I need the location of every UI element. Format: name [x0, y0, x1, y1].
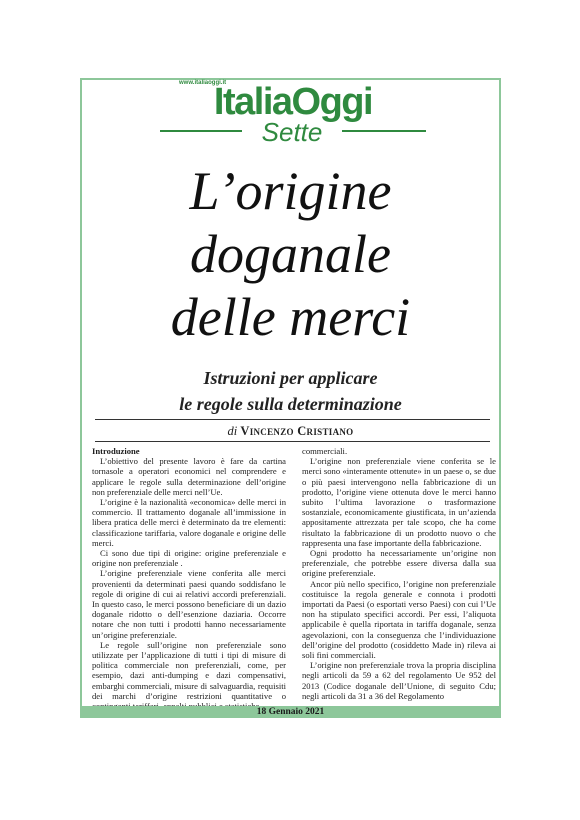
byline-prefix: di	[227, 424, 238, 438]
masthead-logo: ItaliaOggi	[213, 81, 373, 123]
byline-author: Vincenzo Cristiano	[240, 424, 354, 438]
paragraph: L’origine è la nazionalità «economica» delle merci in commercio. Il trattamento doganale all’immissione in libera pratica delle merci è determinato da tre elementi: classificazione tariffaria, valore doganale e origine delle merci.	[92, 497, 286, 548]
byline-rule-top	[95, 419, 490, 420]
title-line-3: delle merci	[170, 287, 411, 347]
masthead-url[interactable]: www.italiaoggi.it	[179, 80, 227, 86]
masthead-sub-logo: Sette	[261, 117, 323, 147]
paragraph: L’origine non preferenziale viene conferita se le merci sono «interamente ottenute» in un paese o, se due o più paesi intervengono nella fabbricazione di un prodotto, l’origine viene ottenuta dove le merci hanno subito l’ultima lavorazione o trasformazione sostanziale, economicamente giustificata, in un’azienda appositamente attrezzata per tale scopo, che ha come risultato la fabbricazione di un prodotto nuovo o che rappresenta una fase importante della fabbricazione.	[302, 456, 496, 548]
paragraph: commerciali.	[302, 446, 348, 456]
section-heading: Introduzione	[92, 446, 140, 456]
paragraph: L’origine non preferenziale trova la propria disciplina negli articoli da 59 a 62 del regolamento Ue 952 del 2013 (Codice doganale dell’Unione, di seguito Cdu; negli articoli da 31 a 36 del Regolamento	[302, 660, 496, 701]
paragraph: Ogni prodotto ha necessariamente un’origine non preferenziale, che potrebbe essere diversa dalla sua origine preferenziale.	[302, 548, 496, 579]
paragraph: Le regole sull’origine non preferenziale sono utilizzate per l’applicazione di tutti i tipi di misure di politica commerciale non preferenziali, come, per esempio, dazi anti-dumping e dazi compensativi, embarghi commerciali, misure di salvaguardia, requisiti dei marchi d’origine restrizioni quantitative o	[92, 639, 286, 701]
cover-subtitle	[80, 365, 501, 417]
logo-rule-right	[342, 130, 426, 132]
body-column-left	[92, 446, 286, 711]
paragraph: Ci sono due tipi di origine: origine preferenziale e origine non preferenziale .	[92, 548, 286, 569]
paragraph: Ancor più nello specifico, l’origine non preferenziale costituisce la regola generale e connota i prodotti importati da Paesi (o esportati verso Paesi) con cui l’Ue non ha stipulato specifici accordi. Per essi, l’aliquota applicabile è quella riportata in tariffa doganale, senza agevolazioni, con la conseguenza che l’individuazione dell’origine del prodotto (cosiddetto Made in) rileva ai soli fini commerciali.	[302, 578, 496, 661]
subtitle-line-1: Istruzioni per applicare	[203, 368, 378, 388]
logo-rule-left	[160, 130, 242, 132]
cover-title	[80, 160, 501, 349]
byline	[80, 423, 501, 439]
title-line-1: L’origine	[189, 161, 392, 221]
body-column-right	[302, 446, 496, 701]
paragraph: L’origine preferenziale viene conferita alle merci provenienti da determinati paesi quando soddisfano le regole di origine di cui ai relativi accordi preferenziali. In questo caso, le merci possono beneficiare di un dazio doganale ridotto o dell’esenzione daziaria. Occorre notare che non tutti i prodotti hanno necessariamente un’origine preferenziale.	[92, 568, 286, 640]
byline-rule-bottom	[95, 441, 490, 442]
subtitle-line-2: le regole sulla determinazione	[179, 394, 402, 414]
paragraph: L’obiettivo del presente lavoro è fare da cartina tornasole a operatori economici nel comprendere e applicare le regole sulla determinazione dell’origine non preferenziale delle merci nell’Ue.	[92, 456, 286, 497]
issue-date: 18 Gennaio 2021	[256, 707, 325, 717]
title-line-2: doganale	[190, 224, 391, 284]
